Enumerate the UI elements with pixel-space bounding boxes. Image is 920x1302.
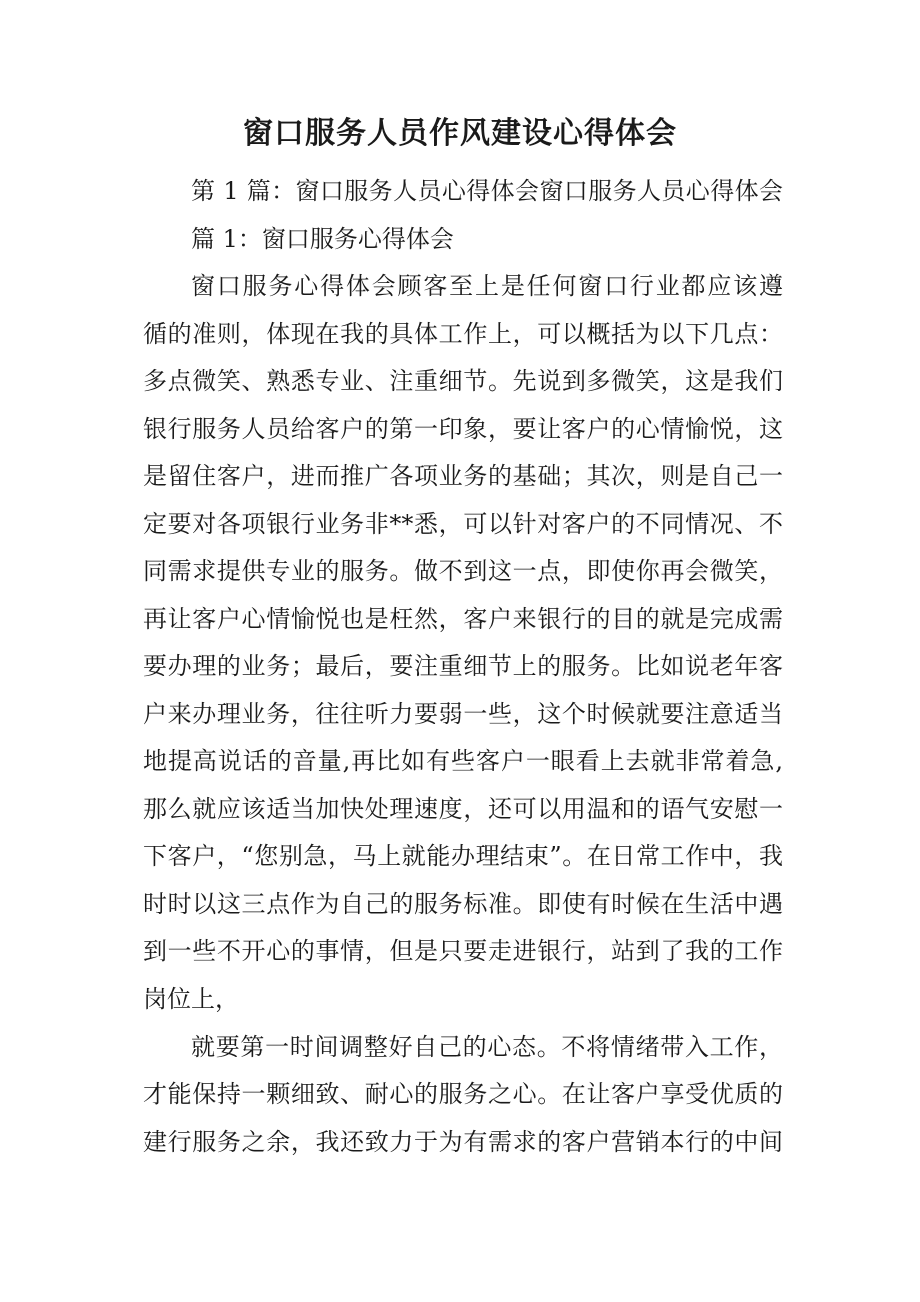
paragraph-line: 循的准则，体现在我的具体工作上，可以概括为以下几点：	[143, 320, 783, 348]
paragraph-line: 银行服务人员给客户的第一印象，要让客户的心情愉悦，这	[143, 415, 783, 443]
paragraph-line-heading-1: 第 1 篇：窗口服务人员心得体会窗口服务人员心得体会	[191, 177, 783, 205]
paragraph-line: 岗位上，	[143, 985, 239, 1013]
paragraph-line: 窗口服务心得体会顾客至上是任何窗口行业都应该遵	[191, 272, 783, 300]
paragraph-line: 地提高说话的音量,再比如有些客户一眼看上去就非常着急,	[143, 747, 783, 775]
paragraph-line: 时时以这三点作为自己的服务标准。即使有时候在生活中遇	[143, 890, 783, 918]
document-title: 窗口服务人员作风建设心得体会	[243, 116, 677, 151]
paragraph-line: 要办理的业务；最后，要注重细节上的服务。比如说老年客	[143, 652, 783, 680]
paragraph-line: 户来办理业务，往往听力要弱一些，这个时候就要注意适当	[143, 700, 783, 728]
paragraph-line: 是留住客户，进而推广各项业务的基础；其次，则是自己一	[143, 462, 783, 490]
paragraph-line: 多点微笑、熟悉专业、注重细节。先说到多微笑，这是我们	[143, 367, 783, 395]
paragraph-line: 那么就应该适当加快处理速度，还可以用温和的语气安慰一	[143, 795, 783, 823]
paragraph-line: 才能保持一颗细致、耐心的服务之心。在让客户享受优质的	[143, 1080, 783, 1108]
paragraph-line: 再让客户心情愉悦也是枉然，客户来银行的目的就是完成需	[143, 605, 783, 633]
paragraph-line: 就要第一时间调整好自己的心态。不将情绪带入工作，	[191, 1033, 783, 1061]
paragraph-line: 定要对各项银行业务非**悉，可以针对客户的不同情况、不	[143, 510, 783, 538]
paragraph-line: 同需求提供专业的服务。做不到这一点，即使你再会微笑，	[143, 557, 783, 585]
paragraph-line: 到一些不开心的事情，但是只要走进银行，站到了我的工作	[143, 937, 783, 965]
paragraph-line: 建行服务之余，我还致力于为有需求的客户营销本行的中间	[143, 1128, 783, 1156]
paragraph-line: 下客户，“您别急，马上就能办理结束”。在日常工作中，我	[143, 842, 783, 870]
paragraph-line-heading-2: 篇 1：窗口服务心得体会	[191, 225, 454, 253]
